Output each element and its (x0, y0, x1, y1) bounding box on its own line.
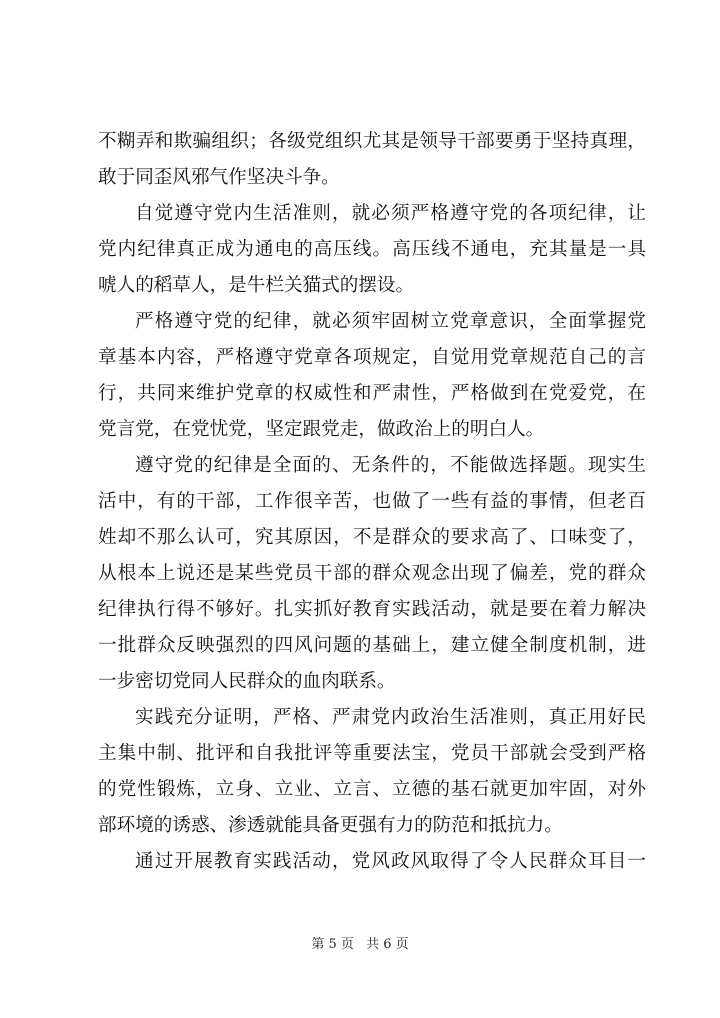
text-line: 党言党，在党忧党，坚定跟党走，做政治上的明白人。 (98, 419, 545, 440)
text-line: 一批群众反映强烈的四风问题的基础上，建立健全制度机制，进 (98, 635, 646, 656)
page-footer (0, 936, 720, 954)
paragraph-start-line: 遵守党的纪律是全面的、无条件的，不能做选择题。现实生 (135, 455, 646, 476)
text-line: 主集中制、批评和自我批评等重要法宝，党员干部就会受到严格 (98, 743, 646, 764)
text-line: 行，共同来维护党章的权威性和严肃性，严格做到在党爱党，在 (98, 383, 646, 404)
paragraph-start-line: 通过开展教育实践活动，党风政风取得了令人民群众耳目一 (135, 851, 646, 872)
total-pages: 共 6 页 (366, 937, 409, 952)
text-line: 纪律执行得不够好。扎实抓好教育实践活动，就是要在着力解决 (98, 599, 646, 620)
page-number: 第 5 页 (311, 937, 354, 952)
text-line: 从根本上说还是某些党员干部的群众观念出现了偏差，党的群众 (98, 563, 646, 584)
text-line: 活中，有的干部，工作很辛苦，也做了一些有益的事情，但老百 (98, 491, 646, 512)
text-line: 党内纪律真正成为通电的高压线。高压线不通电，充其量是一具 (98, 239, 646, 260)
paragraph-start-line: 自觉遵守党内生活准则，就必须严格遵守党的各项纪律，让 (135, 203, 646, 224)
text-line: 部环境的诱惑、渗透就能具备更强有力的防范和抵抗力。 (98, 815, 563, 836)
text-line: 的党性锻炼，立身、立业、立言、立德的基石就更加牢固，对外 (98, 779, 646, 800)
text-line: 唬人的稻草人，是牛栏关猫式的摆设。 (98, 275, 415, 296)
paragraph-start-line: 严格遵守党的纪律，就必须牢固树立党章意识，全面掌握党 (135, 311, 646, 332)
text-line: 姓却不那么认可，究其原因，不是群众的要求高了、口味变了， (98, 527, 646, 548)
text-line: 不糊弄和欺骗组织；各级党组织尤其是领导干部要勇于坚持真理， (98, 131, 646, 152)
text-line: 章基本内容，严格遵守党章各项规定，自觉用党章规范自己的言 (98, 347, 646, 368)
text-line: 一步密切党同人民群众的血肉联系。 (98, 671, 396, 692)
text-line: 敢于同歪风邪气作坚决斗争。 (98, 167, 340, 188)
paragraph-start-line: 实践充分证明，严格、严肃党内政治生活准则，真正用好民 (135, 707, 646, 728)
document-body (98, 127, 646, 883)
